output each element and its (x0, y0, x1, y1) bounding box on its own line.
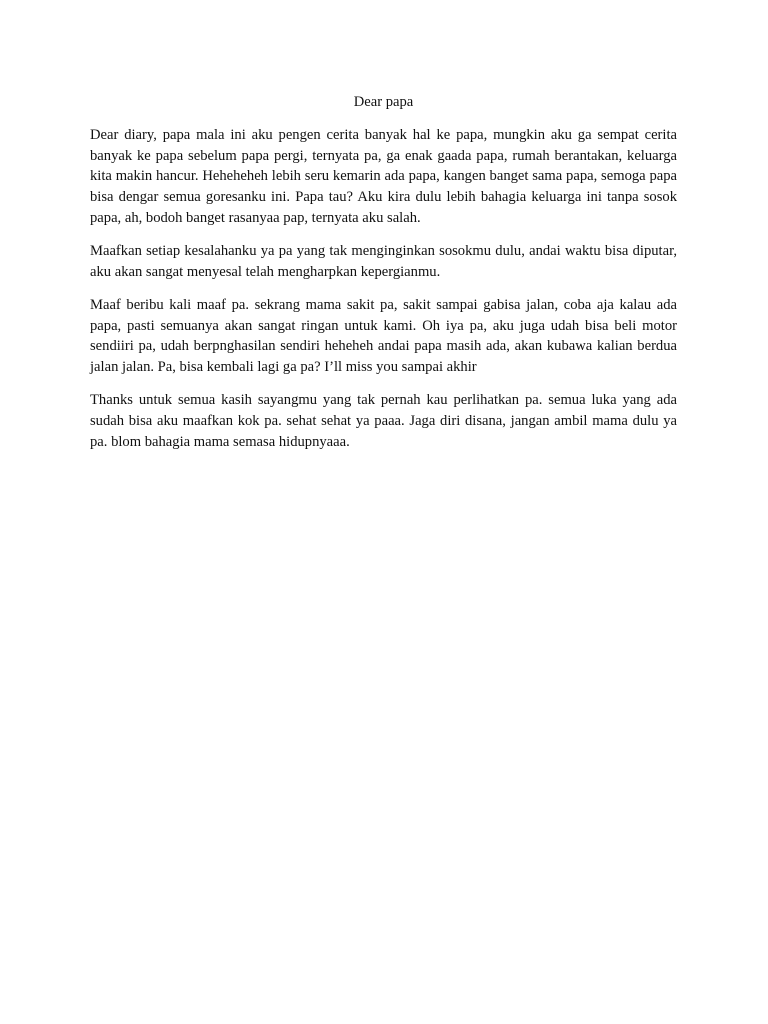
paragraph-3: Maaf beribu kali maaf pa. sekrang mama sakit pa, sakit sampai gabisa jalan, coba aja kalau ada papa, pasti semuanya akan sangat ringan untuk kami. Oh iya pa, aku juga udah bisa beli motor sendiiri pa, udah berpnghasilan sendiri heheheh andai papa masih ada, akan kubawa kalian berdua jalan jalan. Pa, bisa kembali lagi ga pa? I’ll miss you sampai akhir (90, 296, 677, 376)
document-body (90, 92, 677, 465)
paragraph-1: Dear diary, papa mala ini aku pengen cerita banyak hal ke papa, mungkin aku ga sempat cerita banyak ke papa sebelum papa pergi, ternyata pa, ga enak gaada papa, rumah berantakan, keluarga kita makin hancur. Heheheheh lebih seru kemarin ada papa, kangen banget sama papa, semoga papa bisa dengar semua goresanku ini. Papa tau? Aku kira dulu lebih bahagia keluarga ini tanpa sosok papa, ah, bodoh banget rasanyaa pap, ternyata aku salah. (90, 127, 677, 226)
document-title: Dear papa (353, 94, 414, 110)
paragraph-4: Thanks untuk semua kasih sayangmu yang tak pernah kau perlihatkan pa. semua luka yang ada sudah bisa aku maafkan kok pa. sehat sehat ya paaa. Jaga diri disana, jangan ambil mama dulu ya pa. blom bahagia mama semasa hidupnyaaa. (90, 392, 677, 450)
paragraph-2: Maafkan setiap kesalahanku ya pa yang tak menginginkan sosokmu dulu, andai waktu bisa diputar, aku akan sangat menyesal telah mengharpkan kepergianmu. (90, 243, 677, 280)
